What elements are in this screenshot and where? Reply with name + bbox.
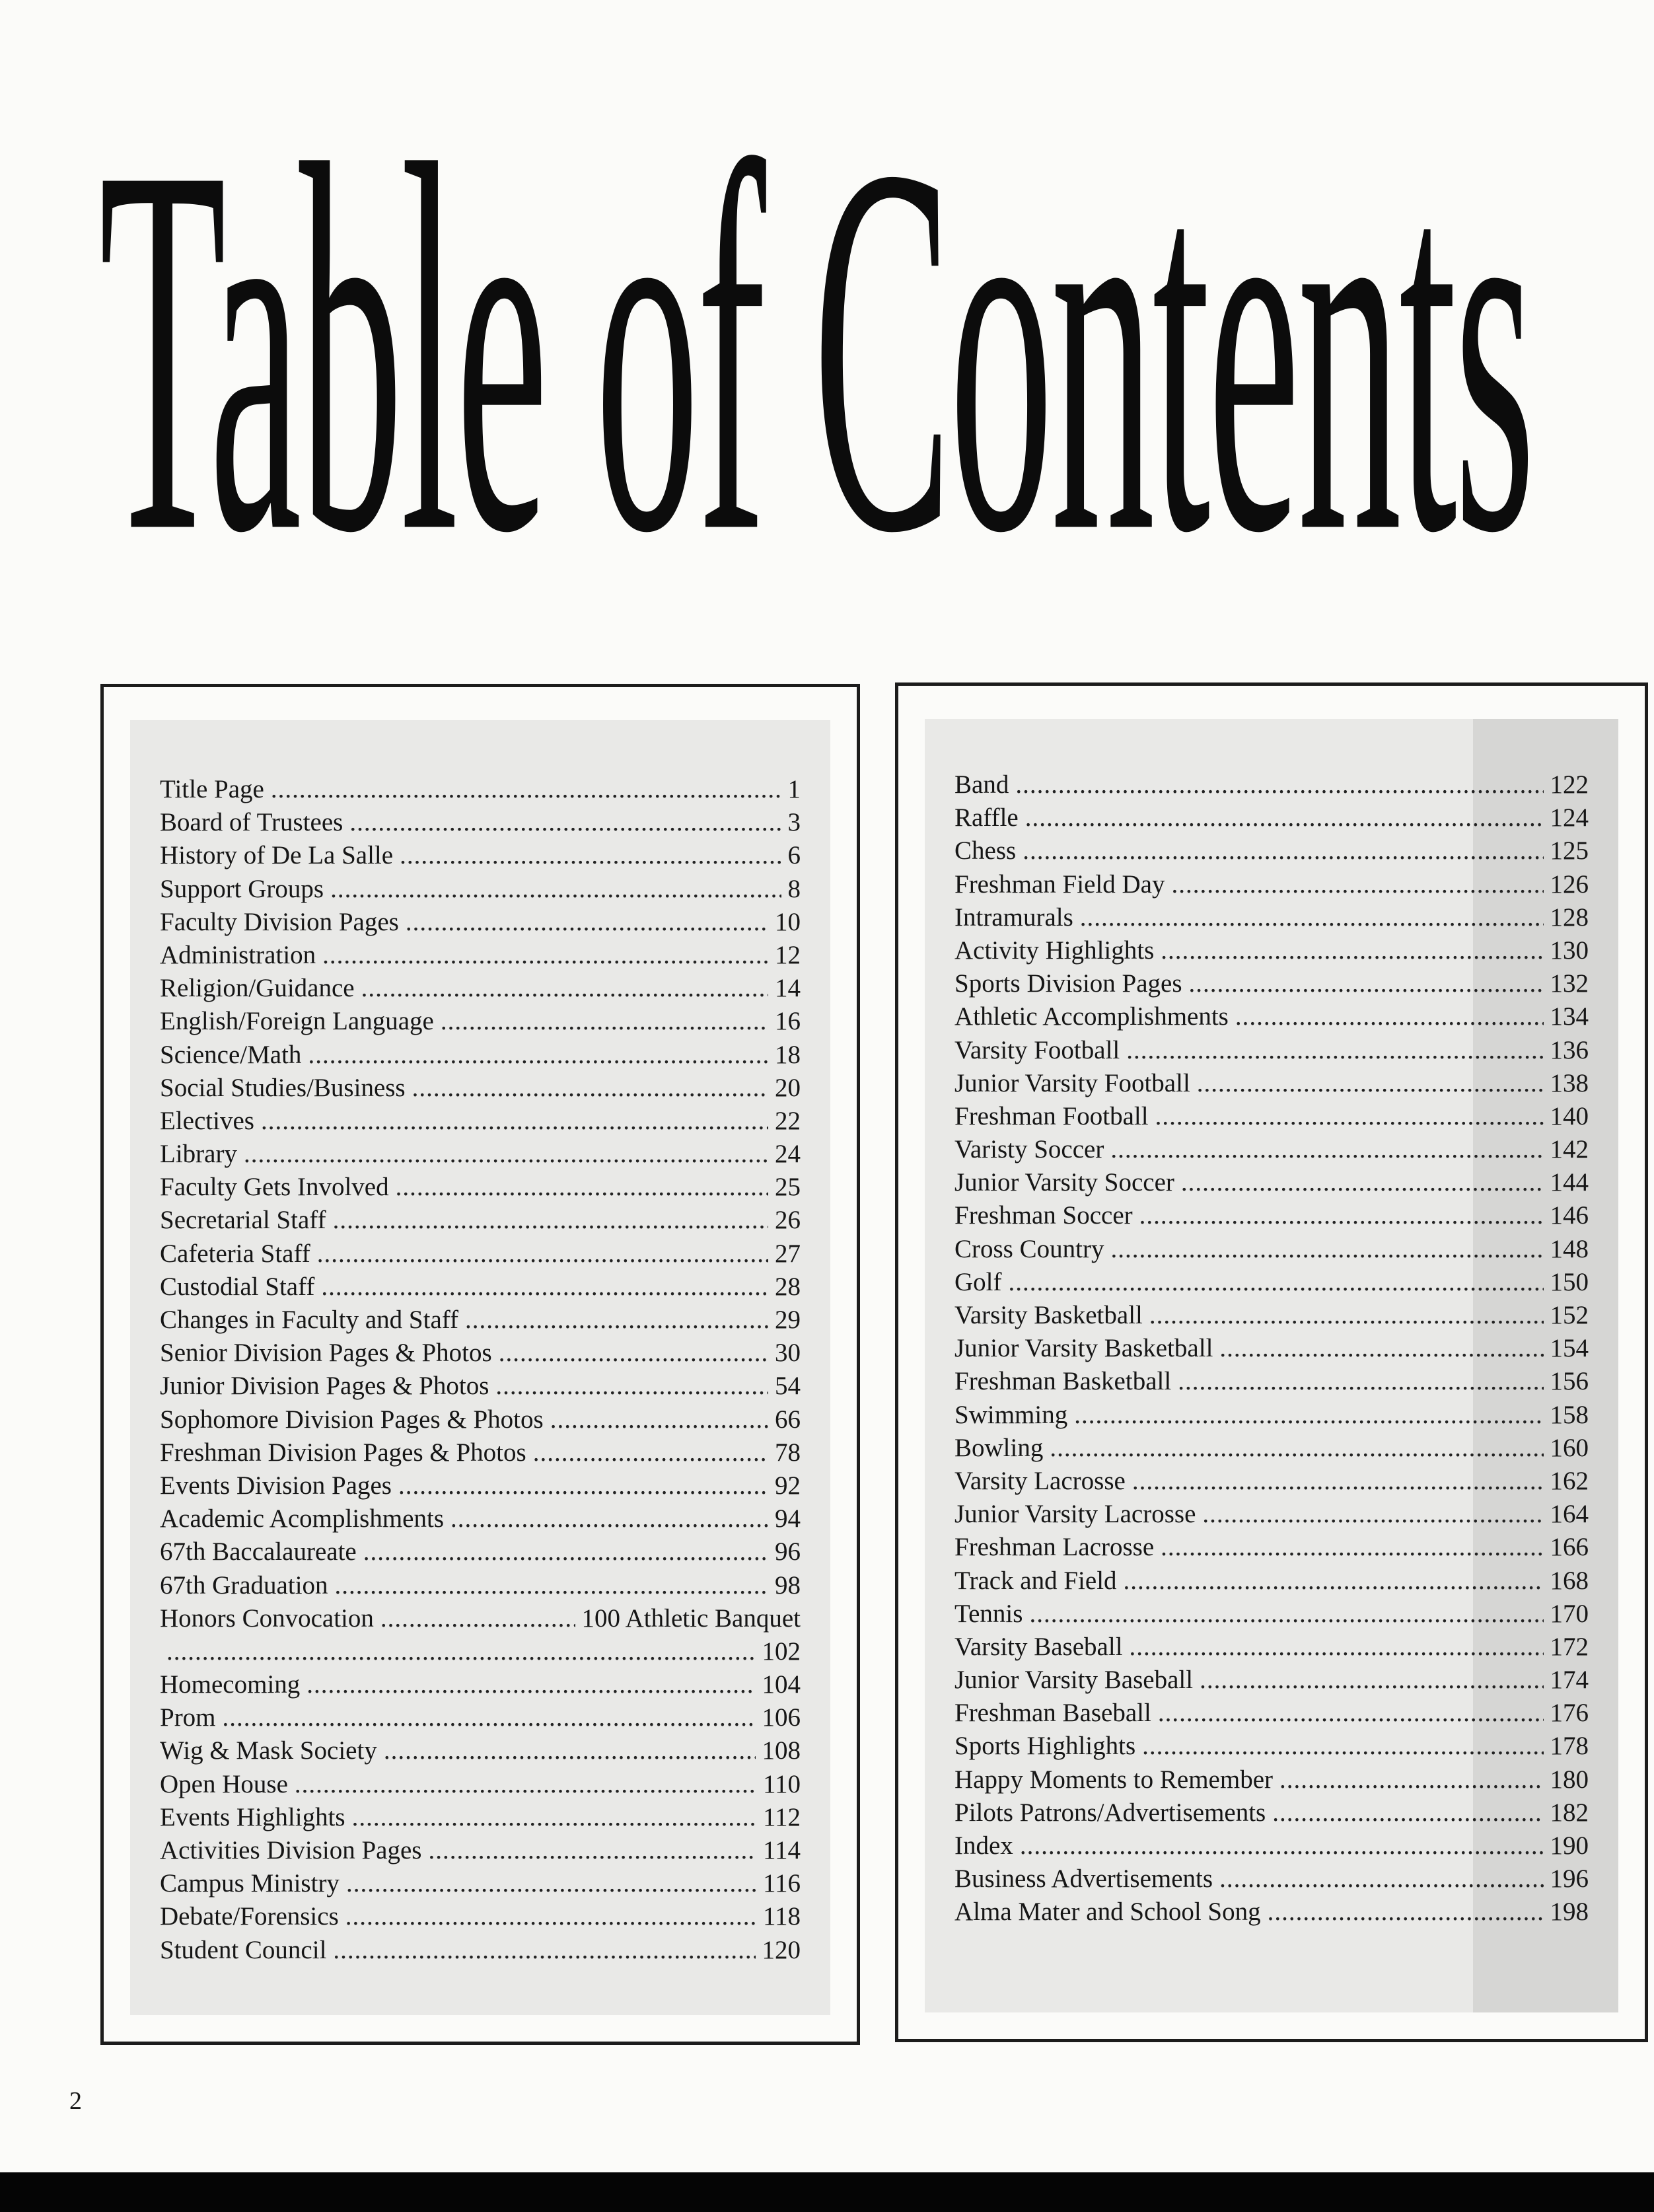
- toc-entry-page: 126: [1550, 869, 1589, 899]
- toc-entry-label: Student Council: [160, 1935, 327, 1964]
- toc-entry-leader: [361, 972, 768, 1005]
- toc-entry: [160, 939, 801, 972]
- toc-entry: [954, 1299, 1589, 1332]
- toc-entry-label: 67th Graduation: [160, 1570, 328, 1600]
- toc-entry-leader: [550, 1403, 768, 1436]
- toc-entry-page: 132: [1550, 969, 1589, 998]
- toc-entry-leader: [1155, 1100, 1544, 1133]
- page-title: Table of Contents: [99, 86, 1532, 614]
- toc-entry: [954, 1332, 1589, 1365]
- toc-entry-page: 28: [775, 1272, 801, 1301]
- toc-entry-label: Electives: [160, 1106, 254, 1135]
- toc-entry-page: 18: [775, 1040, 801, 1069]
- toc-entry: [954, 901, 1589, 934]
- toc-entry-label: Sports Highlights: [954, 1732, 1136, 1761]
- toc-entry-leader: [346, 1867, 756, 1900]
- toc-entry: [954, 1465, 1589, 1498]
- toc-entry-label: Band: [954, 770, 1009, 799]
- toc-entry: [160, 1668, 801, 1701]
- toc-entry-label: Prom: [160, 1703, 216, 1732]
- toc-entry-leader: [1132, 1465, 1544, 1498]
- toc-entry-label: Junior Varsity Baseball: [954, 1666, 1194, 1695]
- toc-entry-leader: [317, 1237, 768, 1271]
- toc-entry: [954, 1034, 1589, 1067]
- toc-entry: [160, 1304, 801, 1337]
- toc-entry-label: Freshman Field Day: [954, 869, 1165, 899]
- toc-entry-leader: [495, 1370, 768, 1403]
- toc-entry-page: 162: [1550, 1466, 1589, 1495]
- toc-entry: [954, 1862, 1589, 1896]
- toc-entry-leader: [1015, 768, 1543, 801]
- toc-entry-label: Varsity Football: [954, 1035, 1120, 1064]
- toc-entry: [954, 1498, 1589, 1531]
- toc-entry-leader: [352, 1801, 756, 1834]
- toc-entry-label: Wig & Mask Society: [160, 1736, 377, 1765]
- toc-entry: [160, 873, 801, 906]
- toc-entry-label: Activity Highlights: [954, 936, 1155, 965]
- toc-entry-leader: [1202, 1498, 1543, 1531]
- toc-entry-leader: [335, 1569, 768, 1602]
- toc-entry-page: 146: [1550, 1201, 1589, 1230]
- toc-entry-page: 138: [1550, 1068, 1589, 1097]
- toc-entry-page: 174: [1550, 1666, 1589, 1695]
- toc-entry: [160, 1337, 801, 1370]
- toc-entry-leader: [244, 1138, 768, 1171]
- toc-entry-leader: [1197, 1067, 1544, 1100]
- toc-entry-leader: [1279, 1763, 1544, 1796]
- toc-entry-leader: [345, 1900, 756, 1933]
- toc-entry-label: Custodial Staff: [160, 1272, 315, 1301]
- toc-entry: [160, 1072, 801, 1105]
- toc-entry-page: 10: [775, 907, 801, 936]
- toc-entry-page: 108: [762, 1736, 801, 1765]
- toc-entry-label: Intramurals: [954, 903, 1073, 932]
- toc-entry: [160, 1602, 801, 1635]
- toc-entry-page: 25: [775, 1173, 801, 1202]
- toc-entry: [160, 1934, 801, 1967]
- toc-entry-label: Chess: [954, 836, 1017, 866]
- toc-entry: [954, 1664, 1589, 1697]
- toc-entry-label: Social Studies/Business: [160, 1073, 406, 1102]
- toc-entry-label: Administration: [160, 940, 316, 969]
- toc-entry-label: Swimming: [954, 1400, 1068, 1429]
- toc-entry-label: Freshman Basketball: [954, 1367, 1172, 1396]
- toc-entry-leader: [384, 1734, 756, 1767]
- toc-entry-label: Bowling: [954, 1433, 1044, 1462]
- toc-entry: [160, 1039, 801, 1072]
- toc-entry: [160, 1569, 801, 1602]
- toc-entry-label: Events Highlights: [160, 1802, 345, 1831]
- toc-entry-leader: [1200, 1664, 1543, 1697]
- toc-entry-leader: [1189, 967, 1544, 1000]
- toc-entry-page: 190: [1550, 1831, 1589, 1860]
- toc-entry: [954, 1100, 1589, 1133]
- toc-entry-label: Science/Math: [160, 1040, 302, 1069]
- toc-panel-right-background: [925, 719, 1618, 2012]
- toc-entry-leader: [271, 773, 781, 806]
- toc-entry: [160, 1436, 801, 1469]
- toc-entry-leader: [1178, 1365, 1543, 1398]
- toc-entry-label: History of De La Salle: [160, 841, 394, 870]
- toc-entry-page: 110: [762, 1769, 801, 1798]
- toc-entry-label: Changes in Faculty and Staff: [160, 1306, 459, 1334]
- toc-entry-label: Title Page: [160, 775, 264, 803]
- toc-entry: [160, 1271, 801, 1304]
- toc-list-left: [160, 773, 801, 1967]
- toc-entry-label: English/Foreign Language: [160, 1007, 434, 1036]
- toc-entry-label: Freshman Baseball: [954, 1699, 1151, 1728]
- toc-entry-leader: [1272, 1796, 1543, 1829]
- toc-entry-label: Varsity Lacrosse: [954, 1466, 1126, 1495]
- toc-entry: [954, 868, 1589, 901]
- toc-entry-page: 154: [1550, 1334, 1589, 1363]
- toc-entry-page: 54: [775, 1372, 801, 1401]
- toc-entry-leader: [306, 1668, 755, 1701]
- toc-entry-label: Sports Division Pages: [954, 969, 1182, 998]
- toc-entry: [954, 1365, 1589, 1398]
- toc-panel-left: [100, 684, 860, 2045]
- toc-entry-label: Events Division Pages: [160, 1471, 392, 1500]
- toc-entry: [954, 967, 1589, 1000]
- toc-entry-leader: [1130, 1631, 1544, 1664]
- toc-entry-page: 158: [1550, 1400, 1589, 1429]
- toc-entry-label: Happy Moments to Remember: [954, 1765, 1273, 1794]
- toc-entry-leader: [1268, 1896, 1544, 1929]
- toc-panel-left-background: [130, 720, 830, 2015]
- toc-entry: [160, 1768, 801, 1801]
- toc-entry-page: 152: [1550, 1301, 1589, 1329]
- toc-entry: [954, 1763, 1589, 1796]
- toc-entry-page: 178: [1550, 1732, 1589, 1761]
- toc-entry: [954, 768, 1589, 801]
- toc-entry: [954, 1598, 1589, 1631]
- toc-entry-label: Library: [160, 1140, 237, 1169]
- toc-entry-leader: [1181, 1166, 1544, 1199]
- toc-entry: [954, 934, 1589, 967]
- toc-entry-page: 20: [775, 1073, 801, 1102]
- toc-entry-page: 150: [1550, 1267, 1589, 1296]
- toc-entry-page: 16: [775, 1007, 801, 1036]
- toc-entry-label: Campus Ministry: [160, 1869, 340, 1898]
- toc-entry: [954, 1199, 1589, 1232]
- toc-entry-page: 27: [775, 1239, 801, 1268]
- toc-entry: [954, 1531, 1589, 1564]
- toc-entry-leader: [1029, 1598, 1543, 1631]
- toc-entry-label: Index: [954, 1831, 1013, 1860]
- toc-entry: [954, 1631, 1589, 1664]
- toc-entry-page: 170: [1550, 1599, 1589, 1628]
- toc-entry: [160, 1535, 801, 1568]
- toc-entry-page: 26: [775, 1206, 801, 1235]
- toc-entry-label: Support Groups: [160, 874, 324, 903]
- toc-entry-leader: [333, 1934, 755, 1967]
- toc-entry-leader: [1124, 1565, 1544, 1598]
- toc-entry-label: Honors Convocation: [160, 1604, 374, 1633]
- toc-entry-page: 118: [762, 1902, 801, 1931]
- toc-entry-page: 196: [1550, 1864, 1589, 1894]
- toc-entry-page: 120: [762, 1935, 801, 1964]
- toc-entry-leader: [1139, 1199, 1544, 1232]
- toc-entry-leader: [261, 1105, 768, 1138]
- toc-entry-leader: [412, 1072, 768, 1105]
- toc-entry-leader: [1161, 934, 1543, 967]
- toc-entry-leader: [1020, 1829, 1544, 1862]
- toc-entry-label: Track and Field: [954, 1566, 1117, 1595]
- toc-entry: [160, 1867, 801, 1900]
- toc-entry-page: 94: [775, 1504, 801, 1533]
- toc-entry-page: 144: [1550, 1168, 1589, 1197]
- toc-entry: [160, 1237, 801, 1271]
- toc-entry-leader: [349, 806, 781, 839]
- toc-entry: [954, 834, 1589, 867]
- toc-entry-leader: [1023, 834, 1543, 867]
- toc-entry-page: 96: [775, 1537, 801, 1567]
- toc-entry-leader: [428, 1834, 756, 1867]
- toc-entry: [954, 1266, 1589, 1299]
- toc-entry-page: 176: [1550, 1699, 1589, 1728]
- toc-entry: [160, 773, 801, 806]
- toc-entry-label: Junior Division Pages & Photos: [160, 1372, 489, 1401]
- toc-entry-leader: [1126, 1034, 1543, 1067]
- toc-entry-page: 104: [762, 1670, 801, 1699]
- toc-entry: [954, 801, 1589, 834]
- toc-entry-label: Freshman Soccer: [954, 1201, 1133, 1230]
- toc-entry-page: 122: [1550, 770, 1589, 799]
- toc-entry-leader: [499, 1337, 768, 1370]
- toc-entry-page: 140: [1550, 1101, 1589, 1130]
- toc-entry-leader: [406, 906, 768, 939]
- toc-entry-page: 180: [1550, 1765, 1589, 1794]
- toc-entry-label: Faculty Gets Involved: [160, 1173, 389, 1202]
- toc-entry-page: 92: [775, 1471, 801, 1500]
- toc-entry-leader: [330, 873, 781, 906]
- toc-entry: [954, 1730, 1589, 1763]
- toc-entry-label: Varsity Basketball: [954, 1301, 1143, 1329]
- page-title-container: [99, 86, 1532, 614]
- toc-entry-leader: [295, 1768, 756, 1801]
- toc-list-right: [954, 768, 1589, 1929]
- page-number: 2: [69, 2087, 82, 2115]
- toc-entry-label: Sophomore Division Pages & Photos: [160, 1405, 544, 1434]
- toc-entry: [954, 1067, 1589, 1100]
- toc-entry-leader: [1009, 1266, 1544, 1299]
- toc-entry-page: 182: [1550, 1798, 1589, 1827]
- toc-entry: [160, 839, 801, 872]
- toc-entry-label: Alma Mater and School Song: [954, 1898, 1261, 1927]
- toc-entry: [954, 1399, 1589, 1432]
- toc-entry-leader: [1219, 1332, 1543, 1365]
- toc-entry-page: 136: [1550, 1035, 1589, 1064]
- toc-entry-page: 160: [1550, 1433, 1589, 1462]
- toc-entry-page: 6: [787, 841, 801, 870]
- toc-entry-page: 156: [1550, 1367, 1589, 1396]
- toc-entry-leader: [1025, 801, 1544, 834]
- toc-entry: [954, 1166, 1589, 1199]
- toc-entry-leader: [1171, 868, 1543, 901]
- toc-entry-page: 30: [775, 1339, 801, 1368]
- toc-entry-leader: [322, 939, 768, 972]
- toc-entry-page: 125: [1550, 836, 1589, 866]
- toc-entry-label: Junior Varsity Basketball: [954, 1334, 1213, 1363]
- toc-entry: [160, 1370, 801, 1403]
- toc-entry-leader: [450, 1502, 768, 1535]
- toc-entry: [160, 906, 801, 939]
- toc-entry-label: Board of Trustees: [160, 808, 343, 837]
- toc-entry-leader: [1161, 1531, 1543, 1564]
- toc-entry-page: 166: [1550, 1533, 1589, 1562]
- toc-entry-page: 1: [787, 775, 801, 803]
- toc-entry-label: Freshman Lacrosse: [954, 1533, 1155, 1562]
- toc-entry: [954, 1233, 1589, 1266]
- toc-entry: [160, 1701, 801, 1734]
- toc-entry: [954, 1432, 1589, 1465]
- toc-entry-leader: [363, 1535, 768, 1568]
- toc-entry: [160, 1204, 801, 1237]
- toc-entry-leader: [223, 1701, 756, 1734]
- toc-entry: [160, 1005, 801, 1038]
- toc-entry-label: Varsity Baseball: [954, 1632, 1123, 1661]
- toc-entry-label: 67th Baccalaureate: [160, 1537, 357, 1567]
- toc-entry-label: Varisty Soccer: [954, 1135, 1104, 1164]
- toc-entry: [954, 1133, 1589, 1166]
- toc-entry-label: Golf: [954, 1267, 1002, 1296]
- toc-entry: [160, 1635, 801, 1668]
- toc-entry-label: Raffle: [954, 803, 1019, 832]
- toc-entry-page: 134: [1550, 1002, 1589, 1031]
- toc-entry-page: 100 Athletic Banquet: [581, 1604, 801, 1633]
- toc-entry-page: 198: [1550, 1898, 1589, 1927]
- toc-entry-leader: [308, 1039, 768, 1072]
- toc-entry-leader: [465, 1304, 768, 1337]
- toc-entry-label: Freshman Football: [954, 1101, 1149, 1130]
- toc-entry-leader: [1235, 1000, 1544, 1033]
- scan-edge-bar: [0, 2172, 1654, 2212]
- toc-entry-page: 3: [787, 808, 801, 837]
- toc-entry-page: 106: [762, 1703, 801, 1732]
- toc-entry: [160, 1403, 801, 1436]
- toc-entry-page: 142: [1550, 1135, 1589, 1164]
- toc-entry-label: Tennis: [954, 1599, 1023, 1628]
- toc-entry: [160, 1801, 801, 1834]
- toc-entry: [954, 1796, 1589, 1829]
- toc-entry: [160, 1469, 801, 1502]
- toc-entry: [160, 972, 801, 1005]
- toc-entry-page: 29: [775, 1306, 801, 1334]
- toc-panel-right: [895, 682, 1648, 2042]
- toc-entry-page: 116: [762, 1869, 801, 1898]
- toc-entry-label: Pilots Patrons/Advertisements: [954, 1798, 1266, 1827]
- toc-entry-page: 12: [775, 940, 801, 969]
- toc-entry: [160, 1105, 801, 1138]
- toc-entry-label: Cafeteria Staff: [160, 1239, 310, 1268]
- toc-entry: [954, 1697, 1589, 1730]
- toc-entry-label: Senior Division Pages & Photos: [160, 1339, 492, 1368]
- toc-entry-leader: [398, 1469, 768, 1502]
- toc-entry-label: Homecoming: [160, 1670, 301, 1699]
- toc-entry-leader: [1219, 1862, 1543, 1896]
- toc-entry-label: Cross Country: [954, 1234, 1104, 1263]
- toc-entry-leader: [1050, 1432, 1543, 1465]
- toc-entry-page: 22: [775, 1106, 801, 1135]
- toc-entry-page: 102: [762, 1637, 801, 1666]
- toc-entry: [954, 1000, 1589, 1033]
- toc-entry-label: Junior Varsity Lacrosse: [954, 1500, 1196, 1529]
- toc-entry-leader: [400, 839, 781, 872]
- toc-entry: [160, 1834, 801, 1867]
- toc-entry-label: Secretarial Staff: [160, 1206, 326, 1235]
- toc-entry-page: 124: [1550, 803, 1589, 832]
- toc-entry-page: 8: [787, 874, 801, 903]
- toc-entry-leader: [380, 1602, 575, 1635]
- toc-entry-page: 114: [762, 1836, 801, 1864]
- toc-entry-leader: [1158, 1697, 1544, 1730]
- toc-entry-page: 66: [775, 1405, 801, 1434]
- toc-entry-label: Academic Acomplishments: [160, 1504, 444, 1533]
- toc-entry-label: Open House: [160, 1769, 288, 1798]
- toc-entry-leader: [533, 1436, 768, 1469]
- toc-entry-label: Junior Varsity Football: [954, 1068, 1190, 1097]
- toc-entry-leader: [1080, 901, 1544, 934]
- toc-entry-page: 14: [775, 974, 801, 1003]
- toc-entry-label: Faculty Division Pages: [160, 907, 399, 936]
- toc-entry-leader: [1142, 1730, 1543, 1763]
- toc-entry: [954, 1565, 1589, 1598]
- toc-entry: [954, 1896, 1589, 1929]
- toc-entry-page: 130: [1550, 936, 1589, 965]
- toc-entry-label: Debate/Forensics: [160, 1902, 339, 1931]
- toc-entry-label: Business Advertisements: [954, 1864, 1213, 1894]
- toc-entry-page: 24: [775, 1140, 801, 1169]
- toc-entry: [954, 1829, 1589, 1862]
- toc-entry-leader: [166, 1635, 756, 1668]
- toc-entry: [160, 1900, 801, 1933]
- toc-entry-label: Religion/Guidance: [160, 974, 355, 1003]
- toc-entry-page: 168: [1550, 1566, 1589, 1595]
- toc-entry-page: 78: [775, 1438, 801, 1467]
- toc-entry-leader: [441, 1005, 768, 1038]
- toc-entry-label: Activities Division Pages: [160, 1836, 422, 1864]
- toc-entry-page: 164: [1550, 1500, 1589, 1529]
- toc-entry-leader: [1110, 1233, 1543, 1266]
- toc-entry-page: 112: [762, 1802, 801, 1831]
- toc-entry-leader: [321, 1271, 768, 1304]
- toc-entry: [160, 806, 801, 839]
- toc-entry: [160, 1502, 801, 1535]
- toc-entry: [160, 1138, 801, 1171]
- toc-entry: [160, 1734, 801, 1767]
- toc-entry-leader: [1149, 1299, 1544, 1332]
- toc-entry-label: Athletic Accomplishments: [954, 1002, 1229, 1031]
- toc-entry-leader: [1074, 1399, 1543, 1432]
- toc-entry-page: 128: [1550, 903, 1589, 932]
- toc-entry-leader: [1110, 1133, 1543, 1166]
- toc-entry-leader: [396, 1171, 768, 1204]
- toc-entry-page: 172: [1550, 1632, 1589, 1661]
- toc-entry-page: 98: [775, 1570, 801, 1600]
- toc-entry-label: Freshman Division Pages & Photos: [160, 1438, 526, 1467]
- toc-entry-leader: [333, 1204, 768, 1237]
- toc-entry: [160, 1171, 801, 1204]
- toc-entry-label: Junior Varsity Soccer: [954, 1168, 1174, 1197]
- toc-entry-page: 148: [1550, 1234, 1589, 1263]
